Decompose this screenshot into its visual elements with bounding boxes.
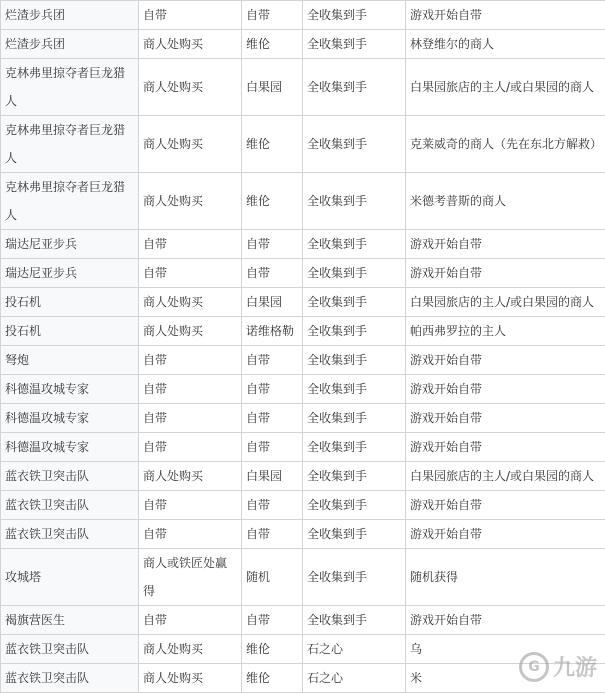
source-cell: 游戏开始自带	[406, 404, 605, 433]
acquire-method-cell: 商人处购买	[139, 30, 242, 59]
table-body	[1, 1, 605, 693]
unit-name-cell: 科德温攻城专家	[1, 404, 139, 433]
location-cell: 维伦	[242, 635, 303, 664]
quest-cell: 全收集到手	[303, 375, 406, 404]
table-row	[1, 549, 605, 606]
location-cell: 自带	[242, 230, 303, 259]
table-row	[1, 116, 605, 173]
source-cell: 游戏开始自带	[406, 520, 605, 549]
unit-name-cell: 蓝衣铁卫突击队	[1, 462, 139, 491]
unit-name-cell: 蓝衣铁卫突击队	[1, 664, 139, 693]
acquire-method-cell: 自带	[139, 491, 242, 520]
table-row	[1, 462, 605, 491]
unit-name-cell: 瑞达尼亚步兵	[1, 259, 139, 288]
table-row	[1, 230, 605, 259]
table-row	[1, 606, 605, 635]
source-cell: 白果园旅店的主人/或白果园的商人	[406, 59, 605, 116]
quest-cell: 全收集到手	[303, 230, 406, 259]
source-cell: 帕西弗罗拉的主人	[406, 317, 605, 346]
location-cell: 维伦	[242, 116, 303, 173]
location-cell: 自带	[242, 346, 303, 375]
table-row	[1, 375, 605, 404]
acquire-method-cell: 自带	[139, 375, 242, 404]
acquire-method-cell: 自带	[139, 346, 242, 375]
source-cell: 游戏开始自带	[406, 1, 605, 30]
table-row	[1, 317, 605, 346]
source-cell: 随机获得	[406, 549, 605, 606]
quest-cell: 全收集到手	[303, 259, 406, 288]
unit-name-cell: 投石机	[1, 288, 139, 317]
watermark-text: 九游	[553, 651, 597, 682]
quest-cell: 全收集到手	[303, 606, 406, 635]
unit-name-cell: 蓝衣铁卫突击队	[1, 520, 139, 549]
source-cell: 白果园旅店的主人/或白果园的商人	[406, 462, 605, 491]
location-cell: 随机	[242, 549, 303, 606]
location-cell: 维伦	[242, 664, 303, 693]
table-row	[1, 404, 605, 433]
acquire-method-cell: 自带	[139, 1, 242, 30]
source-cell: 游戏开始自带	[406, 606, 605, 635]
table-row	[1, 664, 605, 693]
quest-cell: 全收集到手	[303, 30, 406, 59]
table-row	[1, 491, 605, 520]
quest-cell: 全收集到手	[303, 1, 406, 30]
acquire-method-cell: 自带	[139, 404, 242, 433]
location-cell: 自带	[242, 433, 303, 462]
quest-cell: 全收集到手	[303, 404, 406, 433]
acquire-method-cell: 商人处购买	[139, 317, 242, 346]
quest-cell: 全收集到手	[303, 346, 406, 375]
location-cell: 自带	[242, 606, 303, 635]
location-cell: 自带	[242, 491, 303, 520]
acquire-method-cell: 商人处购买	[139, 462, 242, 491]
table-row	[1, 30, 605, 59]
unit-name-cell: 克林弗里掠夺者巨龙猎人	[1, 59, 139, 116]
unit-name-cell: 科德温攻城专家	[1, 433, 139, 462]
unit-name-cell: 蓝衣铁卫突击队	[1, 635, 139, 664]
table-row	[1, 173, 605, 230]
source-cell: 乌	[406, 635, 605, 664]
acquire-method-cell: 商人处购买	[139, 635, 242, 664]
source-cell: 游戏开始自带	[406, 491, 605, 520]
location-cell: 诺维格勒	[242, 317, 303, 346]
acquire-method-cell: 商人或铁匠处赢得	[139, 549, 242, 606]
location-cell: 白果园	[242, 59, 303, 116]
quest-cell: 全收集到手	[303, 173, 406, 230]
source-cell: 白果园旅店的主人/或白果园的商人	[406, 288, 605, 317]
quest-cell: 石之心	[303, 635, 406, 664]
quest-cell: 全收集到手	[303, 433, 406, 462]
acquire-method-cell: 商人处购买	[139, 173, 242, 230]
acquire-method-cell: 自带	[139, 259, 242, 288]
quest-cell: 全收集到手	[303, 317, 406, 346]
acquire-method-cell: 自带	[139, 606, 242, 635]
source-cell: 游戏开始自带	[406, 375, 605, 404]
acquire-method-cell: 自带	[139, 520, 242, 549]
acquire-method-cell: 自带	[139, 230, 242, 259]
location-cell: 维伦	[242, 173, 303, 230]
table-row	[1, 59, 605, 116]
location-cell: 自带	[242, 1, 303, 30]
quest-cell: 全收集到手	[303, 288, 406, 317]
acquire-method-cell: 自带	[139, 433, 242, 462]
unit-name-cell: 攻城塔	[1, 549, 139, 606]
quest-cell: 全收集到手	[303, 59, 406, 116]
unit-name-cell: 弩炮	[1, 346, 139, 375]
location-cell: 白果园	[242, 288, 303, 317]
quest-cell: 全收集到手	[303, 520, 406, 549]
unit-name-cell: 蓝衣铁卫突击队	[1, 491, 139, 520]
source-cell: 游戏开始自带	[406, 346, 605, 375]
quest-cell: 全收集到手	[303, 462, 406, 491]
source-cell: 克莱威奇的商人（先在东北方解救）	[406, 116, 605, 173]
table-row	[1, 433, 605, 462]
quest-cell: 石之心	[303, 664, 406, 693]
source-cell: 游戏开始自带	[406, 230, 605, 259]
location-cell: 维伦	[242, 30, 303, 59]
location-cell: 自带	[242, 375, 303, 404]
unit-name-cell: 褐旗营医生	[1, 606, 139, 635]
acquire-method-cell: 商人处购买	[139, 116, 242, 173]
table-row	[1, 635, 605, 664]
acquire-method-cell: 商人处购买	[139, 288, 242, 317]
acquire-method-cell: 商人处购买	[139, 59, 242, 116]
table-row	[1, 259, 605, 288]
table-row	[1, 346, 605, 375]
watermark	[519, 651, 597, 682]
quest-cell: 全收集到手	[303, 549, 406, 606]
quest-cell: 全收集到手	[303, 116, 406, 173]
location-cell: 自带	[242, 520, 303, 549]
unit-name-cell: 烂渣步兵团	[1, 1, 139, 30]
table-row	[1, 1, 605, 30]
location-cell: 自带	[242, 404, 303, 433]
source-cell: 游戏开始自带	[406, 433, 605, 462]
source-cell: 米德考普斯的商人	[406, 173, 605, 230]
table-row	[1, 520, 605, 549]
jiuyou-logo-icon: G	[519, 652, 549, 682]
quest-cell: 全收集到手	[303, 491, 406, 520]
table-row	[1, 288, 605, 317]
source-cell: 米	[406, 664, 605, 693]
location-cell: 白果园	[242, 462, 303, 491]
unit-name-cell: 克林弗里掠夺者巨龙猎人	[1, 173, 139, 230]
acquire-method-cell: 商人处购买	[139, 664, 242, 693]
source-cell: 游戏开始自带	[406, 259, 605, 288]
unit-name-cell: 烂渣步兵团	[1, 30, 139, 59]
unit-name-cell: 克林弗里掠夺者巨龙猎人	[1, 116, 139, 173]
location-cell: 自带	[242, 259, 303, 288]
unit-name-cell: 科德温攻城专家	[1, 375, 139, 404]
unit-name-cell: 投石机	[1, 317, 139, 346]
source-cell: 林登维尔的商人	[406, 30, 605, 59]
unit-name-cell: 瑞达尼亚步兵	[1, 230, 139, 259]
